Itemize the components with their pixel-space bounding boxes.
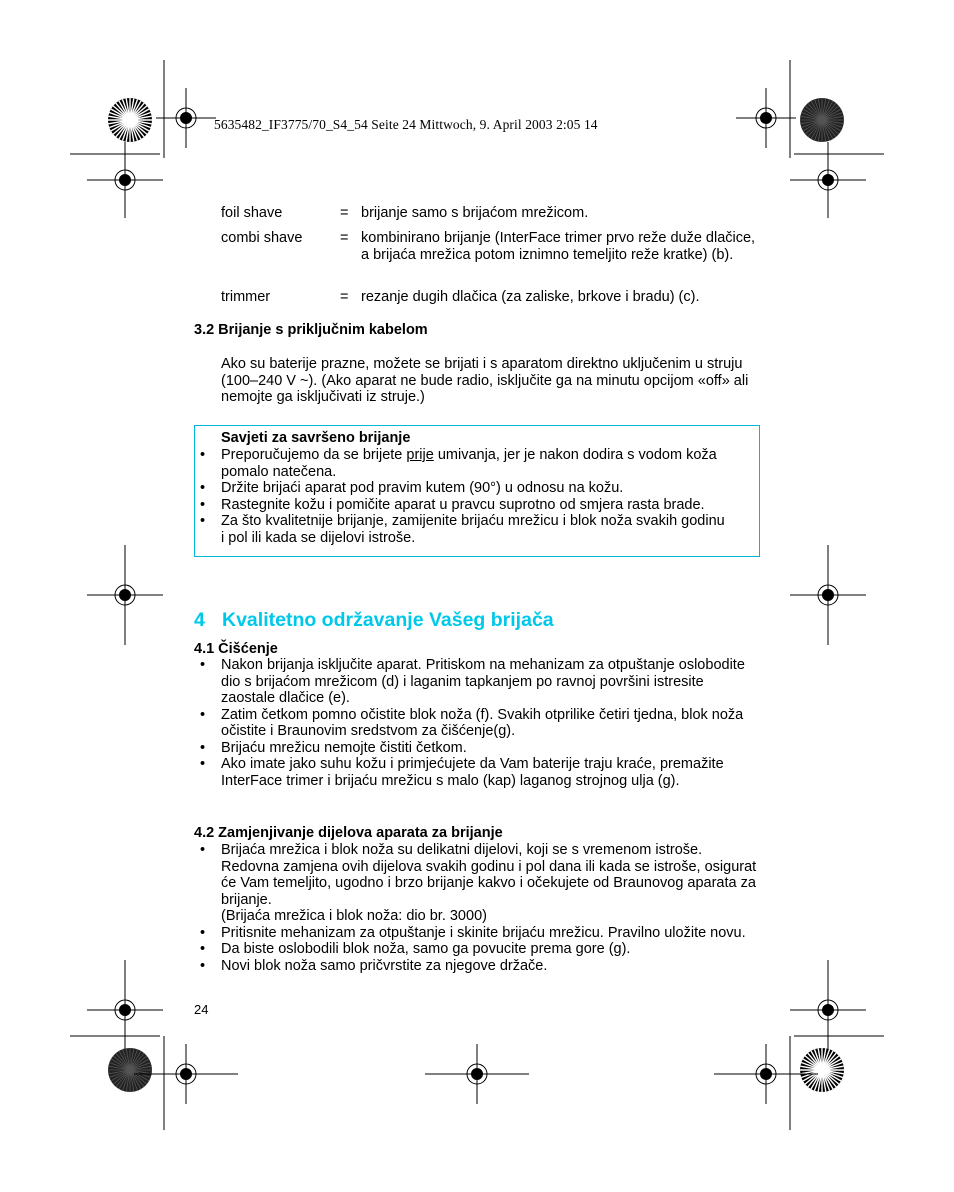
definition-equals: = [340, 289, 349, 305]
list-item: • Brijaću mrežicu nemojte čistiti četkom. [200, 739, 467, 756]
cleaning-list [194, 657, 754, 789]
page-number: 24 [194, 1002, 209, 1017]
definition-equals: = [340, 205, 349, 221]
definition-description: rezanje dugih dlačica (za zaliske, brkove i bradu) (c). [361, 289, 700, 305]
crosshair-dot [472, 1069, 483, 1080]
bullet: • [200, 480, 206, 496]
list-item: • Novi blok noža samo pričvrstite za njegove držače. [200, 957, 548, 974]
bullet: • [200, 706, 206, 723]
print-header: 5635482_IF3775/70_S4_54 Seite 24 Mittwoch, 9. April 2003 2:05 14 [214, 117, 598, 132]
section-heading-3-2: 3.2 Brijanje s priključnim kabelom [194, 322, 428, 338]
list-item: • Ako imate jako suhu kožu i primjećujete da Vam baterije traju kraće, premažite InterFace trimer i brijaću mrežicu s malo (kap) laganog strojnog ulja (g). [200, 756, 724, 789]
list-item: • Brijaća mrežica i blok noža su delikatni dijelovi, koji se s vremenom istroše. Redovna zamjena ovih dijelova svakih godinu i pol dana ili kada se istroše, osigurat će Vam temeljito, ugodno i brzo brijanje kakvo i očekujete od Braunovog aparata za brijanje. (Brijaća mrežica i blok noža: dio br. 3000) [200, 842, 757, 924]
bullet: • [200, 447, 206, 463]
definition-term: combi shave [221, 230, 303, 246]
definition-description: kombinirano brijanje (InterFace trimer prvo reže duže dlačice, a brijaća mrežica potom iznimno temeljito reže kratke) (b). [361, 230, 756, 263]
bullet: • [200, 657, 206, 673]
bullet: • [200, 513, 206, 529]
starburst-center [819, 1067, 825, 1073]
part-number-note: (Brijaća mrežica i blok noža: dio br. 3000) [221, 908, 487, 924]
bullet: • [200, 941, 206, 957]
crosshair-dot [823, 590, 834, 601]
crosshair-dot [120, 1005, 131, 1016]
list-item: • Preporučujemo da se brijete prije umivanja, jer je nakon dodira s vodom koža pomalo natečena. [200, 447, 717, 480]
replacement-list [194, 842, 764, 974]
bullet: • [200, 756, 206, 772]
crosshair-dot [823, 1005, 834, 1016]
section-heading-4-1: 4.1 Čišćenje [194, 641, 278, 657]
bullet: • [200, 739, 206, 756]
list-item: • Držite brijaći aparat pod pravim kutem (90°) u odnosu na kožu. [200, 480, 624, 496]
definition-term: trimmer [221, 289, 271, 305]
crosshair-dot [181, 1069, 192, 1080]
definition-term: foil shave [221, 205, 283, 221]
definition-equals: = [340, 230, 349, 246]
section-heading-4-2: 4.2 Zamjenjivanje dijelova aparata za brijanje [194, 825, 503, 841]
tips-list [194, 447, 759, 546]
crosshair-dot [761, 1069, 772, 1080]
crosshair-dot [120, 590, 131, 601]
underlined-word: prije [406, 447, 434, 463]
crosshair-dot [823, 175, 834, 186]
bullet: • [200, 842, 206, 858]
definition-description: brijanje samo s brijaćom mrežicom. [361, 205, 589, 221]
chapter-number: 4 [194, 609, 205, 631]
list-item: • Za što kvalitetnije brijanje, zamijenite brijaću mrežicu i blok noža svakih godinu i pol ili kada se dijelovi istroše. [200, 513, 725, 546]
bullet: • [200, 924, 206, 941]
list-item: • Da biste oslobodili blok noža, samo ga povucite prema gore (g). [200, 941, 631, 957]
list-item: • Pritisnite mehanizam za otpuštanje i skinite brijaću mrežicu. Pravilno uložite novu. [200, 924, 746, 941]
bullet: • [200, 957, 206, 974]
section-3-2-text: Ako su baterije prazne, možete se brijati i s aparatom direktno uključenim u struju (100–240 V ~). (Ako aparat ne bude radio, isključite ga na minutu opcijom «off» ali nemojte ga isključivati iz struje.) [221, 356, 749, 405]
bullet: • [200, 496, 206, 513]
chapter-title [194, 608, 554, 632]
list-item: • Nakon brijanja isključite aparat. Pritiskom na mehanizam za otpuštanje oslobodite dio s brijaćom mrežicom (d) i laganim tapkanjem po ravnoj površini istresite zaostale dlačice (e). [200, 657, 745, 706]
list-item: • Rastegnite kožu i pomičite aparat u pravcu suprotno od smjera rasta brade. [200, 496, 705, 513]
list-item: • Zatim četkom pomno očistite blok noža (f). Svakih otprilike četiri tjedna, blok noža očistite i Braunovim sredstvom za čišćenje(g). [200, 706, 744, 739]
crosshair-dot [181, 113, 192, 124]
chapter-title-text: Kvalitetno održavanje Vašeg brijača [222, 609, 554, 631]
starburst-center [127, 117, 133, 123]
tips-heading: Savjeti za savršeno brijanje [221, 430, 411, 446]
crosshair-dot [761, 113, 772, 124]
crosshair-dot [120, 175, 131, 186]
